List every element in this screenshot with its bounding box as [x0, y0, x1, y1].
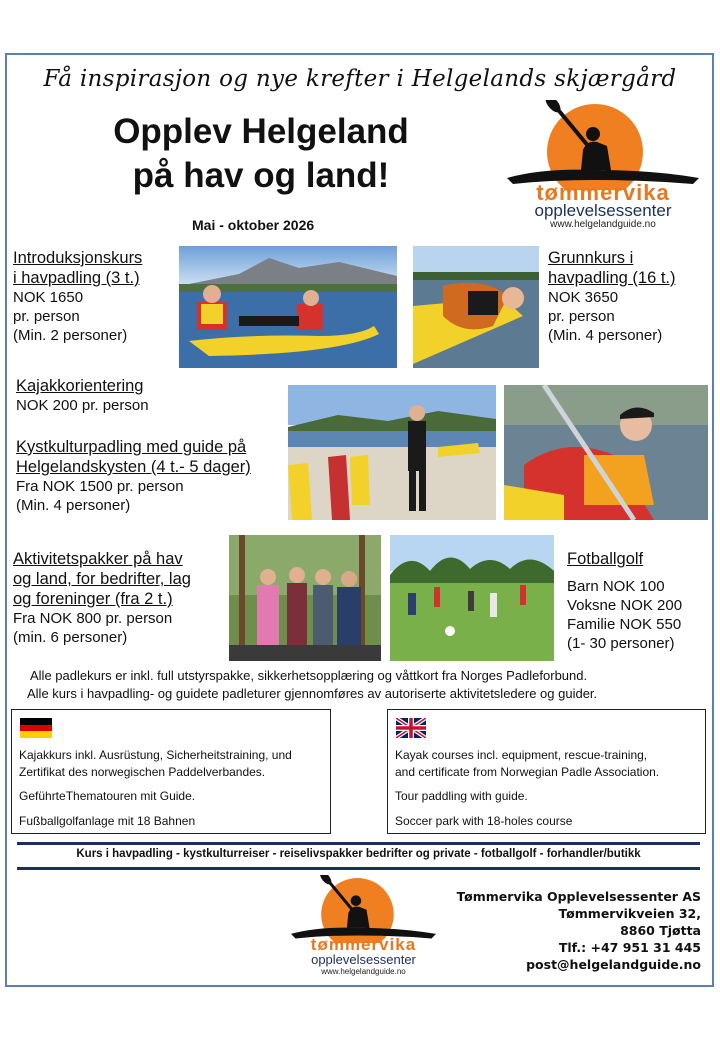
fotball-line-3: Familie NOK 550	[567, 616, 682, 633]
title-line-1: Opplev Helgeland	[113, 112, 409, 151]
german-info-box	[11, 709, 331, 834]
aktivitet-price: Fra NOK 800 pr. person	[13, 610, 173, 627]
slogan: Kurs i havpadling - kystkulturreiser - reiselivspakker bedrifter og private - fotballgolf - forhandler/butikk	[76, 848, 641, 860]
grunn-min: (Min. 4 personer)	[548, 327, 663, 344]
aktivitet-min: (min. 6 personer)	[13, 629, 128, 646]
fotball-title: Fotballgolf	[567, 550, 644, 568]
grunn-course	[548, 248, 708, 345]
logo-brand: tømmervika	[536, 180, 670, 205]
intro-min: (Min. 2 personer)	[13, 327, 128, 344]
contact-email[interactable]: post@helgelandguide.no	[526, 957, 701, 972]
fotball-line-2: Voksne NOK 200	[567, 597, 683, 614]
photo-smiling-paddler	[504, 385, 708, 520]
aktivitet-title-1: Aktivitetspakker på hav	[13, 550, 183, 568]
photo-beach-guide	[288, 385, 496, 520]
kyst-price: Fra NOK 1500 pr. person	[16, 478, 184, 495]
tagline: Få inspirasjon og nye krefter i Helgelands skjærgård	[43, 66, 677, 92]
grunn-title-2: havpadling (16 t.)	[548, 269, 676, 287]
logo-subtitle: opplevelsessenter	[534, 201, 672, 220]
photo-kayak-intro	[179, 246, 397, 368]
photo-kayak-grunn	[413, 246, 539, 368]
kyst-title-1: Kystkulturpadling med guide på	[16, 438, 247, 456]
logo-url-bottom: www.helgelandguide.no	[321, 967, 406, 976]
contact-postal: 8860 Tjøtta	[620, 923, 701, 938]
logo-url: www.helgelandguide.no	[550, 219, 656, 230]
german-line-2: Zertifikat des norwegischen Paddelverbandes.	[19, 765, 266, 779]
english-line-2: and certificate from Norwegian Padle Association.	[395, 765, 660, 779]
intro-title-1: Introduksjonskurs	[13, 249, 143, 267]
intro-title-2: i havpadling (3 t.)	[13, 269, 140, 287]
title-line-2: på hav og land!	[132, 156, 390, 195]
divider-top	[17, 842, 700, 845]
divider-bottom	[17, 867, 700, 870]
aktivitet-course	[13, 549, 233, 647]
info-line-2: Alle kurs i havpadling- og guidete padleturer gjennomføres av autoriserte aktivitetsledere og guider.	[27, 686, 598, 701]
uk-flag-icon	[396, 718, 426, 738]
info-line-1: Alle padlekurs er inkl. full utstyrspakke, sikkerhetsopplæring og våttkort fra Norges Padleforbund.	[30, 668, 588, 683]
contact-block	[441, 888, 701, 973]
fotball-line-1: Barn NOK 100	[567, 578, 665, 595]
date-range: Mai - oktober 2026	[192, 217, 315, 233]
grunn-price: NOK 3650	[548, 289, 619, 306]
aktivitet-title-2: og land, for bedrifter, lag	[13, 570, 191, 588]
kyst-course	[16, 437, 291, 515]
logo-bottom	[286, 875, 441, 980]
fotball-line-4: (1- 30 personer)	[567, 635, 675, 652]
kyst-title-2: Helgelandskysten (4 t.- 5 dager)	[16, 458, 251, 476]
contact-phone[interactable]: Tlf.: +47 951 31 445	[558, 940, 701, 955]
photo-football-golf	[390, 535, 554, 661]
kayaker-sun-logo-icon	[286, 875, 441, 943]
intro-per: pr. person	[13, 308, 80, 325]
grunn-title-1: Grunnkurs i	[548, 249, 634, 267]
photo-group-activity	[229, 535, 381, 661]
contact-street: Tømmervikveien 32,	[558, 906, 701, 921]
orient-course	[16, 376, 286, 415]
intro-course	[13, 248, 178, 345]
english-line-3: Tour paddling with guide.	[395, 789, 528, 803]
english-line-4: Soccer park with 18-holes course	[395, 814, 573, 828]
german-line-1: Kajakkurs inkl. Ausrüstung, Sicherheitstraining, und	[19, 748, 292, 762]
logo-top	[503, 100, 703, 235]
english-line-1: Kayak courses incl. equipment, rescue-training,	[395, 748, 648, 762]
english-info-box	[387, 709, 706, 834]
germany-flag-icon	[20, 718, 52, 738]
aktivitet-title-3: og foreninger (fra 2 t.)	[13, 590, 173, 608]
fotball-course	[567, 549, 712, 653]
contact-company: Tømmervika Opplevelsessenter AS	[456, 889, 701, 904]
logo-brand-bottom: tømmervika	[310, 935, 417, 954]
grunn-per: pr. person	[548, 308, 615, 325]
orient-price: NOK 200 pr. person	[16, 397, 149, 414]
german-line-4: Fußballgolfanlage mit 18 Bahnen	[19, 814, 196, 828]
orient-title: Kajakkorientering	[16, 377, 144, 395]
kayaker-sun-logo-icon	[503, 100, 703, 190]
kyst-min: (Min. 4 personer)	[16, 497, 131, 514]
german-line-3: GeführteThematouren mit Guide.	[19, 789, 196, 803]
logo-subtitle-bottom: opplevelsessenter	[311, 952, 416, 967]
intro-price: NOK 1650	[13, 289, 84, 306]
